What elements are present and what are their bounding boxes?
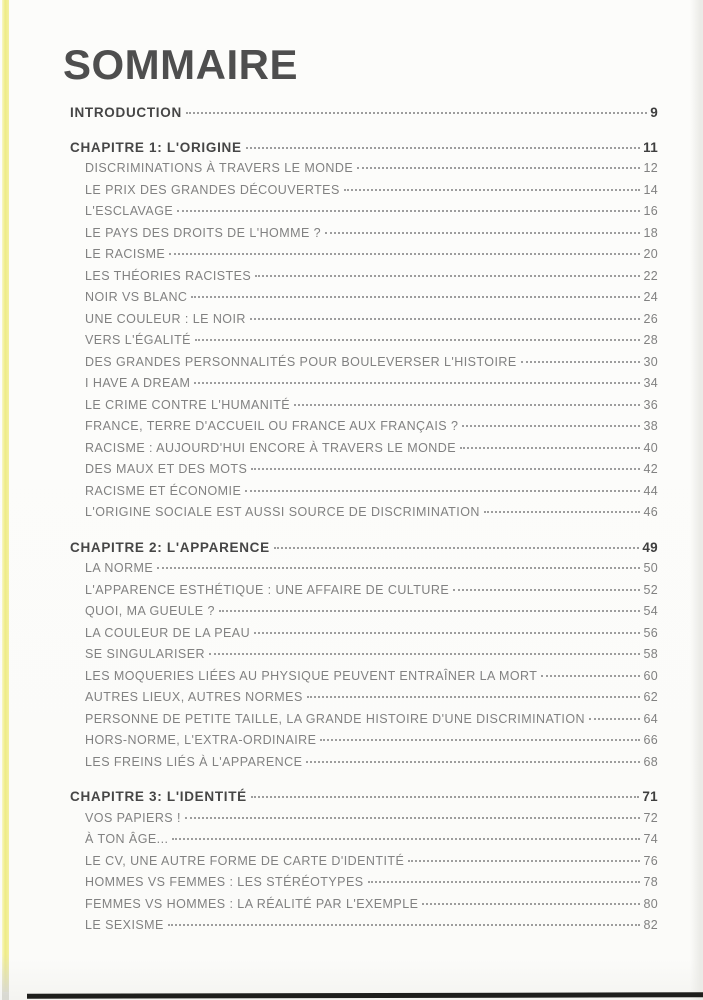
toc-row bbox=[70, 583, 658, 605]
dotted-leader bbox=[307, 696, 641, 698]
toc-row bbox=[70, 875, 658, 897]
toc-entry-label: L'ORIGINE SOCIALE EST AUSSI SOURCE DE DISCRIMINATION bbox=[85, 505, 480, 519]
dotted-leader bbox=[219, 610, 641, 612]
toc-row bbox=[70, 333, 658, 355]
toc-row bbox=[70, 604, 658, 626]
dotted-leader bbox=[306, 761, 640, 763]
dotted-leader bbox=[408, 860, 640, 862]
toc-row bbox=[70, 690, 658, 712]
toc-entry-label: CHAPITRE 2: L'APPARENCE bbox=[70, 539, 270, 555]
dotted-leader bbox=[422, 903, 640, 905]
toc-entry-label: À TON ÂGE... bbox=[85, 832, 169, 846]
toc-entry-page: 64 bbox=[643, 711, 658, 726]
toc-row bbox=[70, 462, 658, 484]
toc-entry-page: 26 bbox=[643, 311, 658, 326]
dotted-leader bbox=[251, 468, 640, 470]
toc-entry-label: UNE COULEUR : LE NOIR bbox=[85, 311, 246, 326]
toc-entry-page: 20 bbox=[643, 247, 658, 261]
toc-entry-label: HORS-NORME, L'EXTRA-ORDINAIRE bbox=[85, 733, 317, 747]
toc-entry-page: 18 bbox=[643, 225, 658, 240]
toc-entry-page: 52 bbox=[643, 582, 658, 597]
toc-row bbox=[70, 505, 658, 527]
toc-entry-label: DISCRIMINATIONS À TRAVERS LE MONDE bbox=[85, 161, 354, 175]
toc-entry-label: DES MAUX ET DES MOTS bbox=[85, 462, 248, 476]
dotted-leader bbox=[320, 739, 640, 741]
toc-entry-label: RACISME ET ÉCONOMIE bbox=[85, 483, 242, 498]
toc-row bbox=[70, 669, 658, 691]
toc-row bbox=[70, 398, 658, 420]
toc-list bbox=[70, 105, 658, 940]
toc-row bbox=[70, 105, 658, 127]
toc-entry-label: RACISME : AUJOURD'HUI ENCORE À TRAVERS LE MONDE bbox=[85, 440, 457, 455]
toc-entry-page: 40 bbox=[643, 440, 658, 455]
toc-row bbox=[70, 419, 658, 441]
toc-row bbox=[70, 269, 658, 291]
toc-entry-page: 50 bbox=[643, 561, 658, 575]
toc-row bbox=[70, 832, 658, 854]
dotted-leader bbox=[186, 112, 647, 114]
dotted-leader bbox=[325, 232, 640, 234]
dotted-leader bbox=[169, 253, 640, 255]
toc-entry-page: 68 bbox=[643, 754, 658, 769]
dotted-leader bbox=[484, 511, 641, 513]
toc-row bbox=[70, 789, 658, 811]
toc-entry-page: 82 bbox=[643, 918, 658, 932]
toc-entry-page: 9 bbox=[650, 105, 658, 120]
toc-row bbox=[70, 183, 658, 205]
toc-entry-label: NOIR VS BLANC bbox=[85, 290, 188, 304]
dotted-leader bbox=[344, 189, 641, 191]
toc-entry-label: PERSONNE DE PETITE TAILLE, LA GRANDE HISTOIRE D'UNE DISCRIMINATION bbox=[85, 711, 586, 726]
toc-entry-label: FEMMES VS HOMMES : LA RÉALITÉ PAR L'EXEMPLE bbox=[85, 896, 419, 911]
toc-row bbox=[70, 376, 658, 398]
toc-content bbox=[63, 0, 658, 940]
toc-row bbox=[70, 626, 658, 648]
dotted-leader bbox=[209, 653, 641, 655]
toc-row bbox=[70, 484, 658, 506]
toc-entry-page: 14 bbox=[643, 182, 658, 197]
dotted-leader bbox=[185, 817, 641, 819]
toc-entry-label: LE CRIME CONTRE L'HUMANITÉ bbox=[85, 397, 291, 412]
toc-entry-label: HOMMES VS FEMMES : LES STÉRÉOTYPES bbox=[85, 875, 364, 889]
toc-entry-page: 38 bbox=[643, 419, 658, 433]
toc-entry-page: 76 bbox=[643, 853, 658, 868]
toc-row bbox=[70, 712, 658, 734]
toc-entry-label: L'APPARENCE ESTHÉTIQUE : UNE AFFAIRE DE CULTURE bbox=[85, 582, 450, 597]
toc-entry-label: DES GRANDES PERSONNALITÉS POUR BOULEVERSER L'HISTOIRE bbox=[85, 354, 517, 369]
toc-row bbox=[70, 204, 658, 226]
toc-entry-label: LES MOQUERIES LIÉES AU PHYSIQUE PEUVENT ENTRAÎNER LA MORT bbox=[85, 668, 538, 683]
toc-entry-page: 56 bbox=[643, 625, 658, 640]
toc-entry-label: I HAVE A DREAM bbox=[85, 376, 191, 390]
toc-row bbox=[70, 733, 658, 755]
dotted-leader bbox=[246, 147, 640, 149]
dotted-leader bbox=[541, 675, 640, 677]
dotted-leader bbox=[453, 589, 640, 591]
toc-entry-page: 74 bbox=[643, 832, 658, 846]
dotted-leader bbox=[177, 210, 640, 212]
toc-entry-label: LE PAYS DES DROITS DE L'HOMME ? bbox=[85, 225, 322, 240]
toc-entry-label: LE RACISME bbox=[85, 247, 166, 261]
dotted-leader bbox=[294, 404, 640, 406]
toc-entry-page: 24 bbox=[643, 290, 658, 304]
dotted-leader bbox=[357, 167, 640, 169]
toc-row bbox=[70, 540, 658, 562]
toc-entry-page: 44 bbox=[643, 483, 658, 498]
toc-entry-page: 34 bbox=[643, 376, 658, 390]
toc-entry-label: INTRODUCTION bbox=[70, 105, 182, 120]
toc-entry-label: LE PRIX DES GRANDES DÉCOUVERTES bbox=[85, 182, 340, 197]
toc-entry-label: FRANCE, TERRE D'ACCUEIL OU FRANCE AUX FRANÇAIS ? bbox=[85, 419, 459, 433]
dotted-leader bbox=[172, 838, 640, 840]
dotted-leader bbox=[191, 296, 640, 298]
toc-entry-page: 80 bbox=[643, 896, 658, 911]
toc-entry-label: LA COULEUR DE LA PEAU bbox=[85, 625, 251, 640]
page-right-edge-shade bbox=[690, 0, 703, 1000]
toc-entry-label: L'ESCLAVAGE bbox=[85, 204, 174, 218]
toc-row bbox=[70, 441, 658, 463]
page-title: SOMMAIRE bbox=[63, 41, 298, 88]
toc-entry-page: 66 bbox=[643, 733, 658, 747]
toc-entry-page: 28 bbox=[643, 333, 658, 347]
toc-row bbox=[70, 755, 658, 777]
dotted-leader bbox=[368, 881, 641, 883]
toc-entry-page: 72 bbox=[643, 810, 658, 825]
toc-entry-page: 46 bbox=[643, 505, 658, 519]
dotted-leader bbox=[194, 382, 640, 384]
dotted-leader bbox=[460, 447, 640, 449]
toc-row bbox=[70, 355, 658, 377]
toc-entry-page: 36 bbox=[643, 397, 658, 412]
dotted-leader bbox=[521, 361, 641, 363]
toc-entry-label: AUTRES LIEUX, AUTRES NORMES bbox=[85, 690, 303, 704]
toc-entry-page: 30 bbox=[643, 354, 658, 369]
book-bottom-edge bbox=[27, 992, 703, 998]
dotted-leader bbox=[251, 796, 640, 798]
toc-entry-label: VERS L'ÉGALITÉ bbox=[85, 333, 191, 347]
toc-row bbox=[70, 897, 658, 919]
toc-entry-page: 49 bbox=[642, 539, 658, 555]
dotted-leader bbox=[274, 547, 640, 549]
toc-entry-label: VOS PAPIERS ! bbox=[85, 810, 181, 825]
toc-entry-page: 11 bbox=[643, 139, 658, 155]
yellow-stripe-bottom-fade bbox=[2, 954, 9, 1000]
toc-row bbox=[70, 140, 658, 162]
dotted-leader bbox=[195, 339, 641, 341]
toc-entry-page: 12 bbox=[643, 161, 658, 175]
toc-entry-label: LA NORME bbox=[85, 561, 154, 575]
dotted-leader bbox=[168, 924, 641, 926]
toc-entry-page: 62 bbox=[643, 690, 658, 704]
dotted-leader bbox=[250, 318, 641, 320]
yellow-left-edge-stripe bbox=[2, 0, 9, 992]
toc-row bbox=[70, 811, 658, 833]
toc-entry-label: LE CV, UNE AUTRE FORME DE CARTE D'IDENTITÉ bbox=[85, 853, 405, 868]
toc-entry-page: 78 bbox=[643, 875, 658, 889]
toc-entry-page: 71 bbox=[642, 789, 658, 804]
toc-row bbox=[70, 647, 658, 669]
toc-entry-label: CHAPITRE 3: L'IDENTITÉ bbox=[70, 789, 247, 804]
toc-row bbox=[70, 854, 658, 876]
toc-entry-label: SE SINGULARISER bbox=[85, 647, 205, 661]
dotted-leader bbox=[589, 718, 640, 720]
toc-row bbox=[70, 290, 658, 312]
toc-entry-page: 42 bbox=[643, 462, 658, 476]
toc-entry-page: 16 bbox=[643, 204, 658, 218]
toc-row bbox=[70, 312, 658, 334]
toc-entry-page: 22 bbox=[643, 268, 658, 283]
toc-row bbox=[70, 247, 658, 269]
dotted-leader bbox=[255, 275, 640, 277]
dotted-leader bbox=[157, 567, 640, 569]
dotted-leader bbox=[462, 425, 640, 427]
toc-entry-label: LES FREINS LIÉS À L'APPARENCE bbox=[85, 754, 303, 769]
toc-row bbox=[70, 161, 658, 183]
toc-entry-page: 54 bbox=[643, 604, 658, 618]
dotted-leader bbox=[245, 490, 640, 492]
toc-entry-label: CHAPITRE 1: L'ORIGINE bbox=[70, 139, 242, 155]
toc-entry-label: LE SEXISME bbox=[85, 918, 164, 932]
toc-entry-page: 58 bbox=[643, 647, 658, 661]
toc-entry-label: LES THÉORIES RACISTES bbox=[85, 268, 252, 283]
toc-entry-label: QUOI, MA GUEULE ? bbox=[85, 604, 215, 618]
toc-row bbox=[70, 918, 658, 940]
toc-row bbox=[70, 561, 658, 583]
toc-entry-page: 60 bbox=[643, 668, 658, 683]
toc-row bbox=[70, 226, 658, 248]
dotted-leader bbox=[254, 632, 640, 634]
